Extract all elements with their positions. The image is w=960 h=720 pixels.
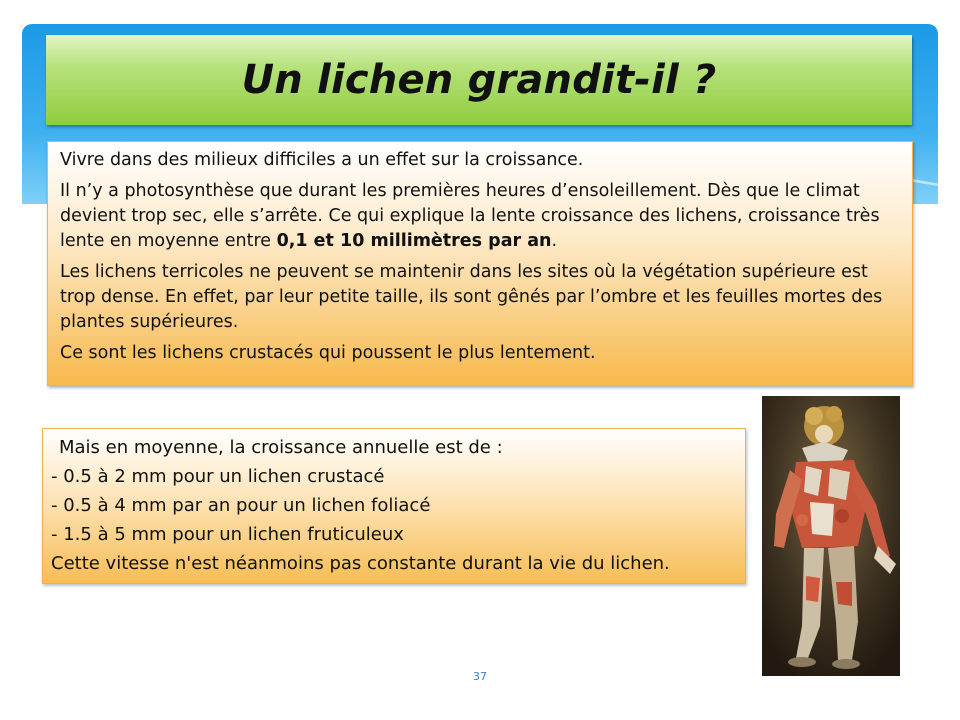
paragraph-4: Ce sont les lichens crustacés qui poussent le plus lentement.: [60, 343, 596, 363]
paragraph-2-end: .: [551, 231, 558, 251]
paragraph-3: Les lichens terricoles ne peuvent se maintenir dans les sites où la végétation supérieure est trop dense. En effet, par leur petite taille, ils sont gênés par l’ombre et les feuilles mortes des plantes supérieures.: [60, 262, 883, 332]
paragraph-2-text: Il n’y a photosynthèse que durant les premières heures d’ensoleillement. Dès que le climat devient trop sec, elle s’arrête. Ce qui explique la lente croissance des lichens, croissance très lente en moyenne entre: [60, 181, 880, 251]
growth-note: Cette vitesse n'est néanmoins pas constante durant la vie du lichen.: [51, 553, 670, 574]
title-box: [46, 35, 912, 125]
average-growth-box: [42, 428, 746, 584]
average-intro: Mais en moyenne, la croissance annuelle est de :: [59, 437, 503, 458]
painting-illustration: [762, 396, 900, 676]
slide-title: Un lichen grandit-il ?: [241, 57, 717, 103]
growth-rate-highlight: 0,1 et 10 millimètres par an: [276, 231, 552, 251]
paragraph-2: [60, 179, 904, 254]
growth-item-fruticose: - 1.5 à 5 mm pour un lichen fruticuleux: [51, 524, 404, 545]
main-text-box: [47, 141, 913, 386]
paragraph-1: Vivre dans des milieux difficiles a un effet sur la croissance.: [60, 150, 584, 170]
growth-item-crustose: - 0.5 à 2 mm pour un lichen crustacé: [51, 466, 385, 487]
lichen-figure-painting: [762, 396, 900, 676]
growth-item-foliose: - 0.5 à 4 mm par an pour un lichen foliacé: [51, 495, 431, 516]
page-number: 37: [473, 670, 487, 683]
